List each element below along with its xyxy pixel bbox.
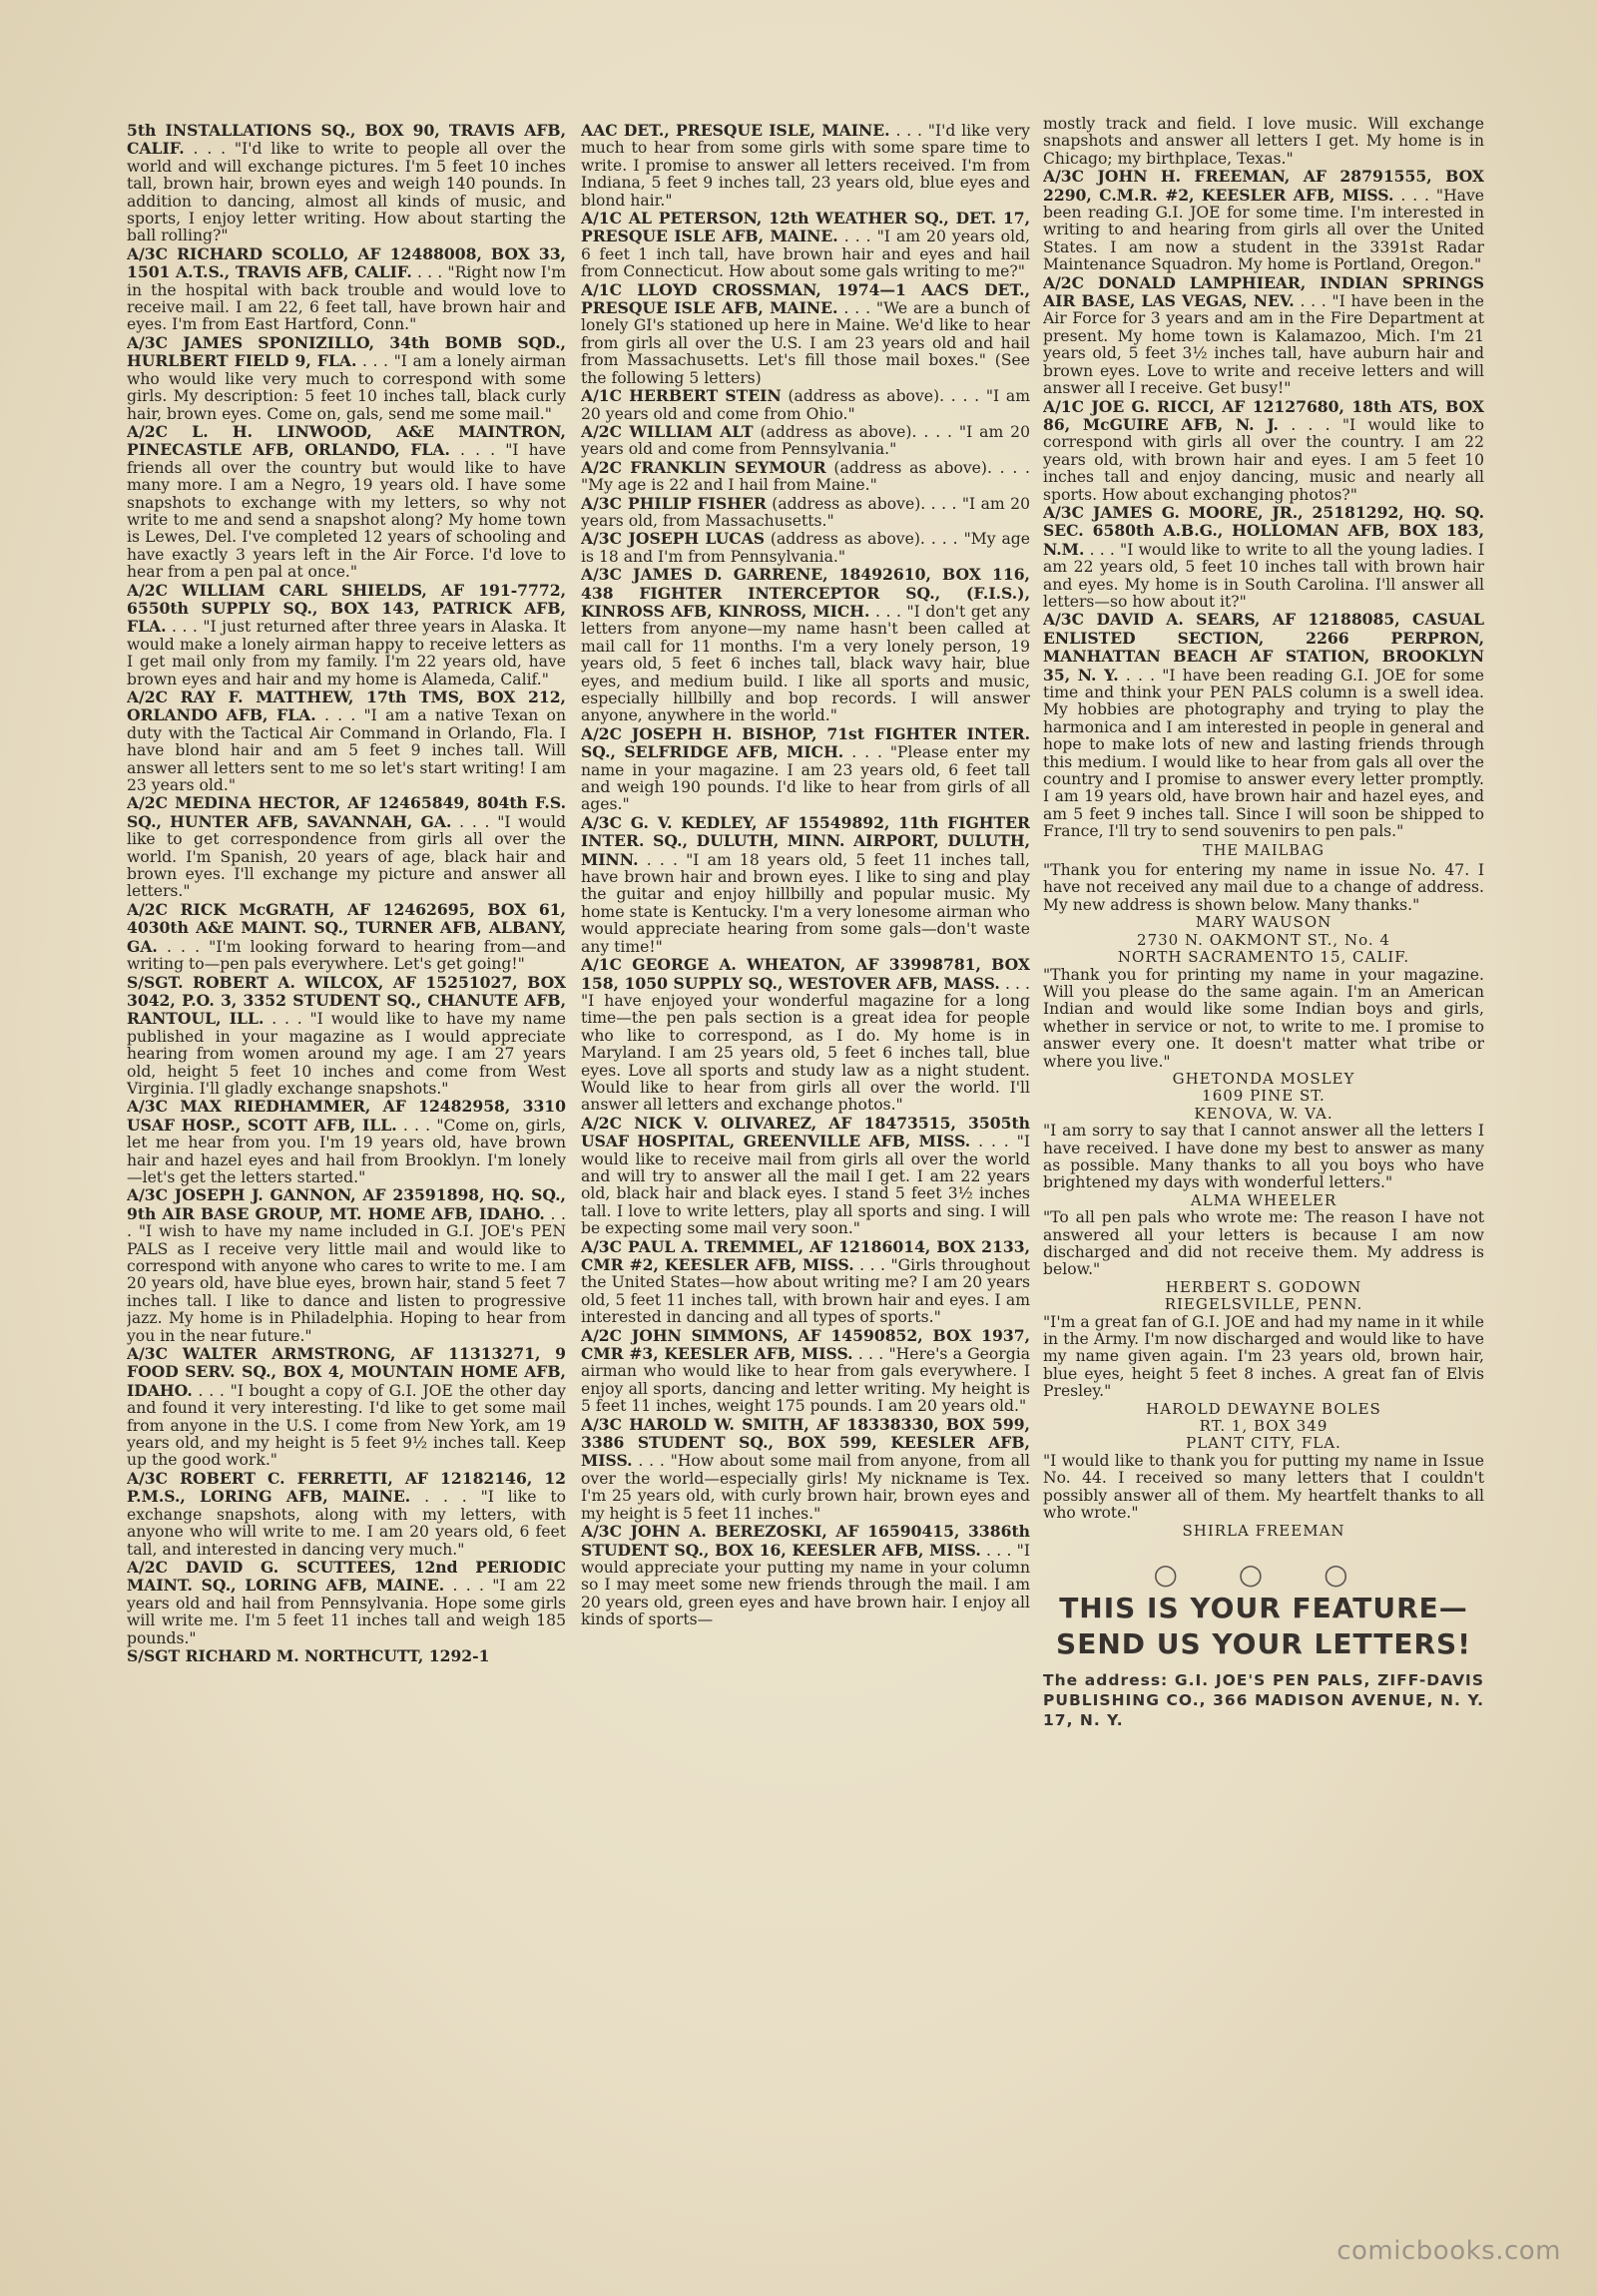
- letter-text: . . . "I am 20 years old, 6 feet 1 inch tall, have brown hair and eyes and hail from Connecticut. How about some gals writing to me?": [581, 228, 1030, 281]
- pen-pal-letter: [581, 1416, 1030, 1523]
- letter-text: . . . "I have been in the Air Force for 3 years and am in the Fire Department at present. My home town is Kalamazoo, Mich. I'm 21 years old, 5 feet 3½ inches tall, have auburn hair and brown eyes. Love to write and receive letters and will answer all I receive. Get busy!": [1043, 292, 1484, 398]
- pen-pal-letter: [1043, 398, 1484, 504]
- letter-address: A/3C G. V. KEDLEY, AF 15549892, 11th FIGHTER INTER. SQ., DULUTH, MINN. AIRPORT, DULUTH, MINN.: [581, 812, 1030, 869]
- letter-text: . . . "I have been reading G.I. JOE for some time and think your PEN PALS column is a swell idea. My hobbies are photography and trying to play the harmonica and I am interested in people in general and hope to make lots of new and lasting friends through this medium. I would like to hear from gals all over the country and I promise to answer every letter promptly. I am 19 years old, have brown hair and hazel eyes, and am 5 feet 9 inches tall. Since I will soon be shipped to France, I'll try to send souvenirs to pen pals.": [1043, 666, 1484, 841]
- letter-text: (address as above). . . . "I am 20 years old and come from Ohio.": [581, 387, 1030, 423]
- mailbag-letter: "I would like to thank you for putting my name in Issue No. 44. I received so many letters that I couldn't possibly answer all of them. My heartfelt thanks to all who wrote.": [1043, 1451, 1484, 1523]
- pen-pal-letter: [581, 122, 1030, 210]
- mailbag-signature: RIEGELSVILLE, PENN.: [1164, 1295, 1363, 1314]
- mailbag-signature: 2730 N. OAKMONT ST., No. 4: [1137, 930, 1390, 949]
- letter-text: . . . "I am 18 years old, 5 feet 11 inches tall, have brown hair and brown eyes. I like to sing and play the guitar and enjoy hillbilly and popular music. My home state is Kentucky. I'm a very lonesome airman who would appreciate hearing from some gals—don't waste any time!": [581, 850, 1030, 956]
- letter-address: A/3C RICHARD SCOLLO, AF 12488008, BOX 33, 1501 A.T.S., TRAVIS AFB, CALIF.: [127, 243, 566, 282]
- letter-text: . . . "Have been reading G.I. JOE for some time. I'm interested in writing to and hearing from girls all over the United States. I am now a student in the 3391st Radar Maintenance Squadron. My home is Portland, Oregon.": [1043, 186, 1484, 274]
- letter-text: . . . "I am a lonely airman who would like very much to correspond with some girls. My description: 5 feet 10 inches tall, black curly hair, brown eyes. Come on, gals, send me some mail.": [127, 352, 566, 423]
- pen-pal-letter: [127, 794, 566, 900]
- letter-address: A/2C WILLIAM ALT: [581, 421, 754, 441]
- letter-text: . . . "I bought a copy of G.I. JOE the other day and found it very interesting. I'd like to get some mail from anyone in the U.S. I come from New York, am 19 years old, and my height is 5 feet 9½ inches tall. Keep up the good work.": [127, 1381, 566, 1470]
- pen-pal-letter: [127, 423, 566, 582]
- letter-text: . . . "How about some mail from anyone, from all over the world—especially girls! My nickname is Tex. I'm 25 years old, with curly brown hair, brown eyes and my height is 5 feet 11 inches.": [581, 1452, 1030, 1523]
- letter-address: A/2C DAVID G. SCUTTEES, 12nd PERIODIC MAINT. SQ., LORING AFB, MAINE.: [127, 1557, 566, 1596]
- letter-text: . . . "I would appreciate your putting my name in your column so I may meet some new friends through the mail. I am 20 years old, green eyes and have brown hair. I enjoy all kinds of sports—: [581, 1541, 1030, 1629]
- pen-pal-letter: [127, 901, 566, 974]
- letter-text: . . . "I would like to receive mail from girls all over the world and will try to answer all the mail I get. I am 22 years old, black hair and black eyes. I stand 5 feet 3½ inches tall. I love to write letters, play all sports and sing. I will be expecting some mail very soon.": [581, 1133, 1030, 1238]
- letter-address: A/2C WILLIAM CARL SHIELDS, AF 191-7772, 6550th SUPPLY SQ., BOX 143, PATRICK AFB, FLA.: [127, 580, 566, 637]
- pen-pal-letter: [581, 1238, 1030, 1327]
- letter-address: A/2C DONALD LAMPHIEAR, INDIAN SPRINGS AIR BASE, LAS VEGAS, NEV.: [1043, 272, 1484, 311]
- mailbag-signature: KENOVA, W. VA.: [1194, 1104, 1333, 1123]
- letter-address: A/3C JAMES SPONIZILLO, 34th BOMB SQD., HURLBERT FIELD 9, FLA.: [127, 332, 566, 371]
- letter-address: S/SGT RICHARD M. NORTHCUTT, 1292-1: [127, 1645, 490, 1665]
- letter-address: A/2C RAY F. MATTHEW, 17th TMS, BOX 212, ORLANDO AFB, FLA.: [127, 688, 566, 725]
- mailbag-signature: RT. 1, BOX 349: [1199, 1417, 1329, 1436]
- pen-pal-letter: [127, 1470, 566, 1559]
- pen-pal-letter: [127, 122, 566, 245]
- letter-address: A/3C MAX RIEDHAMMER, AF 12482958, 3310 USAF HOSP., SCOTT AFB, ILL.: [127, 1097, 566, 1135]
- pen-pal-letter: [1043, 274, 1484, 398]
- mailbag-signature: HAROLD DEWAYNE BOLES: [1146, 1399, 1381, 1418]
- feature-title-line2: SEND US YOUR LETTERS!: [1056, 1627, 1471, 1661]
- letter-address: A/2C RICK McGRATH, AF 12462695, BOX 61, 4030th A&E MAINT. SQ., TURNER AFB, ALBANY, GA.: [127, 899, 566, 956]
- letter-address: A/3C HAROLD W. SMITH, AF 18338330, BOX 599, 3386 STUDENT SQ., BOX 599, KEESLER AFB, MISS.: [581, 1414, 1030, 1471]
- letter-text: . . . "We are a bunch of lonely GI's stationed up here in Maine. We'd like to hear from girls all over the U.S. I am 23 years old and hail from Massachusetts. Let's fill those mail boxes." (See the following 5 letters): [581, 299, 1030, 387]
- mailbag-title: THE MAILBAG: [1203, 842, 1325, 859]
- letter-text: . . . "I'd like to write to people all over the world and will exchange pictures. I'm 5 feet 10 inches tall, brown hair, brown eyes and weigh 140 pounds. In addition to dancing, almost all kinds of music, and sports, I enjoy letter writing. How about starting the ball rolling?": [127, 140, 566, 245]
- pen-pal-letter: [127, 689, 566, 794]
- pen-pal-letter: [581, 210, 1030, 281]
- letter-text: . . . "I am a native Texan on duty with the Tactical Air Command in Orlando, Fla. I have blond hair and am 5 feet 9 inches tall. Will answer all letters sent to me so let's start writing! I am 23 years old.": [127, 706, 566, 795]
- pen-pal-letter: [127, 1345, 566, 1470]
- mailbag-signature: MARY WAUSON: [1195, 913, 1332, 932]
- feature-address: The address: G.I. JOE'S PEN PALS, ZIFF-DAVIS PUBLISHING CO., 366 MADISON AVENUE, N. Y. 17, N. Y.: [1043, 1671, 1484, 1730]
- pen-pal-letter: [1043, 168, 1484, 273]
- letter-address: A/2C JOSEPH H. BISHOP, 71st FIGHTER INTER. SQ., SELFRIDGE AFB, MICH.: [581, 723, 1030, 762]
- mailbag-letter: "Thank you for entering my name in issue No. 47. I have not received any mail due to a change of address. My new address is shown below. Many thanks.": [1043, 861, 1484, 914]
- mailbag-signature: HERBERT S. GODOWN: [1165, 1277, 1362, 1296]
- column-middle: [581, 122, 1030, 2102]
- letter-address: A/3C PHILIP FISHER: [581, 493, 767, 513]
- letter-address: A/3C JOSEPH J. GANNON, AF 23591898, HQ. SQ., 9th AIR BASE GROUP, MT. HOME AFB, IDAHO.: [127, 1185, 566, 1223]
- letter-text: . . . "I'd like very much to hear from some girls with some spare time to write. I promise to answer all letters received. I'm from Indiana, 5 feet 9 inches tall, 23 years old, blue eyes and blond hair.": [581, 122, 1030, 210]
- letter-text: . . . "I am 22 years old and hail from Pennsylvania. Hope some girls will write me. I'm 5 feet 11 inches tall and weigh 185 pounds.": [127, 1577, 566, 1647]
- pen-pal-letter: [581, 566, 1030, 725]
- letter-text: (address as above). . . . "I am 20 years old and come from Pennsylvania.": [581, 422, 1030, 459]
- letter-address: A/3C JAMES D. GARRENE, 18492610, BOX 116, 438 FIGHTER INTERCEPTOR SQ., (F.I.S.), KINROSS AFB, KINROSS, MICH.: [581, 565, 1030, 621]
- mailbag-signature: PLANT CITY, FLA.: [1186, 1434, 1341, 1453]
- letter-address: A/1C GEORGE A. WHEATON, AF 33998781, BOX 158, 1050 SUPPLY SQ., WESTOVER AFB, MASS.: [581, 955, 1030, 993]
- letter-address: A/3C PAUL A. TREMMEL, AF 12186014, BOX 2133, CMR #2, KEESLER AFB, MISS.: [581, 1236, 1030, 1274]
- letter-text: . . . "Come on, girls, let me hear from you. I'm 19 years old, have brown hair and hazel eyes and hail from Brooklyn. I'm lonely—let's get the letters started.": [127, 1116, 566, 1186]
- letter-address: A/3C JOSEPH LUCAS: [581, 529, 765, 549]
- letter-address: A/3C WALTER ARMSTRONG, AF 11313271, 9 FOOD SERV. SQ., BOX 4, MOUNTAIN HOME AFB, IDAHO.: [127, 1344, 566, 1400]
- pen-pal-letter: [127, 1559, 566, 1647]
- pen-pal-letter: [127, 1647, 566, 1665]
- letter-address: A/2C JOHN SIMMONS, AF 14590852, BOX 1937, CMR #3, KEESLER AFB, MISS.: [581, 1325, 1030, 1364]
- letter-text: . . . "Here's a Georgia airman who would like to hear from gals everywhere. I enjoy all sports, dancing and letter writing. My height is 5 feet 11 inches, weight 175 pounds. I am 20 years old.": [581, 1345, 1030, 1416]
- letter-text: . . . "Girls throughout the United States—how about writing me? I am 20 years old, 5 feet 11 inches tall, with brown hair and eyes. I am interested in dancing and all types of sports.": [581, 1256, 1030, 1327]
- mailbag-signature: 1609 PINE ST.: [1202, 1087, 1326, 1106]
- mailbag-signature: GHETONDA MOSLEY: [1172, 1069, 1355, 1088]
- pen-pal-letter: [581, 387, 1030, 423]
- mailbag-section: [1043, 862, 1484, 1540]
- letter-address: A/1C JOE G. RICCI, AF 12127680, 18th ATS, BOX 86, McGUIRE AFB, N. J.: [1043, 396, 1484, 434]
- mailbag-letter: "Thank you for printing my name in your magazine. Will you please do the same again. I'm an American Indian and would like some Indian boys and girls, whether in service or not, to write to me. I promise to answer every one. It doesn't matter what tribe or where you live.": [1043, 965, 1484, 1071]
- letter-text: . . . "I would like to have my name published in your magazine as I would appreciate hearing from women around my age. I am 27 years old, height 5 feet 10 inches and come from West Virginia. I'll gladly exchange snapshots.": [127, 1010, 566, 1098]
- letter-text: . . . "I would like to write to all the young ladies. I am 22 years old, 5 feet 10 inches tall with brown hair and eyes. My home is in South Carolina. I'll answer all letters—so how about it?": [1043, 540, 1484, 611]
- letter-address: A/3C JOHN A. BEREZOSKI, AF 16590415, 3386th STUDENT SQ., BOX 16, KEESLER AFB, MISS.: [581, 1522, 1030, 1560]
- letter-address: A/1C HERBERT STEIN: [581, 386, 782, 406]
- mailbag-letter: "I'm a great fan of G.I. JOE and had my name in it while in the Army. I'm now discharged and would like to have my name given again. I'm 23 years old, brown hair, blue eyes, height 5 feet 8 inches. A great fan of Elvis Presley.": [1043, 1312, 1484, 1401]
- column-left: [127, 122, 566, 2102]
- pen-pal-letter: [581, 459, 1030, 495]
- pen-pal-letter: [581, 1115, 1030, 1238]
- letter-address: A/2C MEDINA HECTOR, AF 12465849, 804th F.S. SQ., HUNTER AFB, SAVANNAH, GA.: [127, 793, 566, 831]
- letter-text: . . . "Please enter my name in your magazine. I am 23 years old, 6 feet tall and weigh 190 pounds. I'd like to hear from girls of all ages.": [581, 743, 1030, 814]
- letter-text: . . . "I would like to get correspondence from girls all over the world. I'm Spanish, 20 years of age, black hair and brown eyes. I'll exchange my picture and answer all letters.": [127, 812, 566, 901]
- letter-text: . . . "I like to exchange snapshots, along with my letters, with anyone who will write to me. I am 20 years old, 6 feet tall, and interested in dancing very much.": [127, 1488, 566, 1559]
- letter-text: . . . "I'm looking forward to hearing from—and writing to—pen pals everywhere. Let's get going!": [127, 937, 566, 974]
- pen-pal-letter: [1043, 611, 1484, 840]
- pen-pal-letter: [581, 1327, 1030, 1416]
- letter-text: . . . "Right now I'm in the hospital with back trouble and would love to receive mail. I am 22, 6 feet tall, have brown hair and eyes. I'm from East Hartford, Conn.": [127, 263, 566, 334]
- separator-dots: ○ ○ ○: [1153, 1557, 1374, 1591]
- column-right: [1043, 116, 1484, 1982]
- letter-address: 5th INSTALLATIONS SQ., BOX 90, TRAVIS AFB, CALIF.: [127, 122, 566, 159]
- mailbag-signature: SHIRLA FREEMAN: [1182, 1521, 1345, 1540]
- mailbag-letter: "To all pen pals who wrote me: The reason I have not answered all your letters is because I am now discharged and did not receive them. My address is below.": [1043, 1208, 1484, 1279]
- pen-pal-letter: [581, 281, 1030, 387]
- letter-address: S/SGT. ROBERT A. WILCOX, AF 15251027, BOX 3042, P.O. 3, 3352 STUDENT SQ., CHANUTE AFB, RANTOUL, ILL.: [127, 972, 566, 1029]
- letter-text: . . . "I wish to have my name included in G.I. JOE's PEN PALS as I receive very little mail and would like to correspond with anyone who cares to write to me. I am 20 years old, have blue eyes, brown hair, stand 5 feet 7 inches tall. I like to dance and listen to progressive jazz. My home is in Philadelphia. Hoping to hear from you in the near future.": [127, 1204, 566, 1345]
- letter-text: (address as above). . . . "I am 20 years old, from Massachusetts.": [581, 494, 1030, 530]
- pen-pal-letter: [581, 725, 1030, 814]
- pen-pal-letter: [127, 334, 566, 423]
- letter-text: mostly track and field. I love music. Will exchange snapshots and answer all letters I get. My home is in Chicago; my birthplace, Texas.": [1043, 116, 1484, 168]
- letter-address: A/3C ROBERT C. FERRETTI, AF 12182146, 12 P.M.S., LORING AFB, MAINE.: [127, 1468, 566, 1507]
- letter-text: (address as above). . . . "My age is 18 and I'm from Pennsylvania.": [581, 530, 1030, 566]
- letter-address: A/1C AL PETERSON, 12th WEATHER SQ., DET. 17, PRESQUE ISLE AFB, MAINE.: [581, 209, 1030, 246]
- pen-pal-letter: [581, 423, 1030, 459]
- pen-pal-letter: [581, 1523, 1030, 1628]
- mailbag-letter: "I am sorry to say that I cannot answer all the letters I have received. I have done my best to answer as many as possible. Many thanks to all you boys who have brightened my days with wonderful letters.": [1043, 1122, 1484, 1192]
- pen-pal-letter: [127, 582, 566, 689]
- pen-pal-letter: [581, 530, 1030, 566]
- letter-address: A/2C L. H. LINWOOD, A&E MAINTRON, PINECASTLE AFB, ORLANDO, FLA.: [127, 421, 566, 460]
- pen-pal-letter: [127, 245, 566, 334]
- letter-address: A/3C JOHN H. FREEMAN, AF 28791555, BOX 2290, C.M.R. #2, KEESLER AFB, MISS.: [1043, 167, 1484, 205]
- pen-pal-letter: [581, 495, 1030, 531]
- letter-address: AAC DET., PRESQUE ISLE, MAINE.: [581, 122, 890, 140]
- pen-pal-letter: [1043, 116, 1484, 168]
- letter-text: . . . "I have enjoyed your wonderful magazine for a long time—the pen pals section is a great idea for people who like to correspond, as I do. My home is in Maryland. I am 25 years old, 5 feet 6 inches tall, blue eyes. Love all sports and study law as a night student. Would like to hear from girls all over the world. I'll answer all letters and exchange photos.": [581, 974, 1030, 1115]
- letter-address: A/3C DAVID A. SEARS, AF 12188085, CASUAL ENLISTED SECTION, 2266 PERPRON, MANHATTAN BEACH AF STATION, BROOKLYN 35, N. Y.: [1043, 610, 1484, 685]
- letter-text: . . . "I just returned after three years in Alaska. It would make a lonely airman happy to receive letters as I get mail only from my family. I'm 22 years old, have brown eyes and hair and my home is Alameda, Calif.": [127, 618, 566, 689]
- pen-pal-letter: [127, 974, 566, 1099]
- mailbag-signature: ALMA WHEELER: [1190, 1190, 1337, 1209]
- letter-address: A/2C NICK V. OLIVAREZ, AF 18473515, 3505th USAF HOSPITAL, GREENVILLE AFB, MISS.: [581, 1113, 1030, 1151]
- pen-pal-letter: [581, 956, 1030, 1115]
- site-watermark: comicbooks.com: [1336, 2236, 1561, 2266]
- letter-text: . . . "I don't get any letters from anyone—my name hasn't been called at mail call for 11 months. I'm a very lonely person, 19 years old, 5 feet 6 inches tall, black wavy hair, blue eyes, and medium build. I like all sports and music, especially hillbilly and bop records. I will answer anyone, anywhere in the world.": [581, 602, 1030, 725]
- mailbag-signature: NORTH SACRAMENTO 15, CALIF.: [1117, 948, 1410, 967]
- feature-title-line1: THIS IS YOUR FEATURE—: [1059, 1592, 1468, 1625]
- letter-text: . . . "I would like to correspond with girls all over the country. I am 22 years old, with brown hair and eyes. I am 5 feet 10 inches tall and enjoy dancing, music and nearly all sports. How about exchanging photos?": [1043, 415, 1484, 504]
- letter-text: (address as above). . . . "My age is 22 and I hail from Maine.": [581, 458, 1030, 495]
- right-column-letters: [1043, 116, 1484, 841]
- pen-pal-letter: [127, 1098, 566, 1186]
- letter-address: A/3C JAMES G. MOORE, JR., 25181292, HQ. SQ. SEC. 6580th A.B.G., HOLLOMAN AFB, BOX 183, N.M.: [1043, 502, 1484, 559]
- letter-address: A/1C LLOYD CROSSMAN, 1974—1 AACS DET., PRESQUE ISLE AFB, MAINE.: [581, 279, 1030, 318]
- pen-pal-letter: [581, 814, 1030, 956]
- pen-pal-letter: [1043, 504, 1484, 611]
- pen-pal-letter: [127, 1186, 566, 1345]
- letter-address: A/2C FRANKLIN SEYMOUR: [581, 457, 826, 477]
- letter-text: . . . "I have friends all over the country but would like to have many more. I am a Negro, 19 years old. I have some snapshots to exchange with my letters, so why not write to me and send a snapshot along? My home town is Lewes, Del. I've completed 12 years of schooling and have exactly 3 years left in the Air Force. I'd love to hear from a pen pal at once.": [127, 441, 566, 582]
